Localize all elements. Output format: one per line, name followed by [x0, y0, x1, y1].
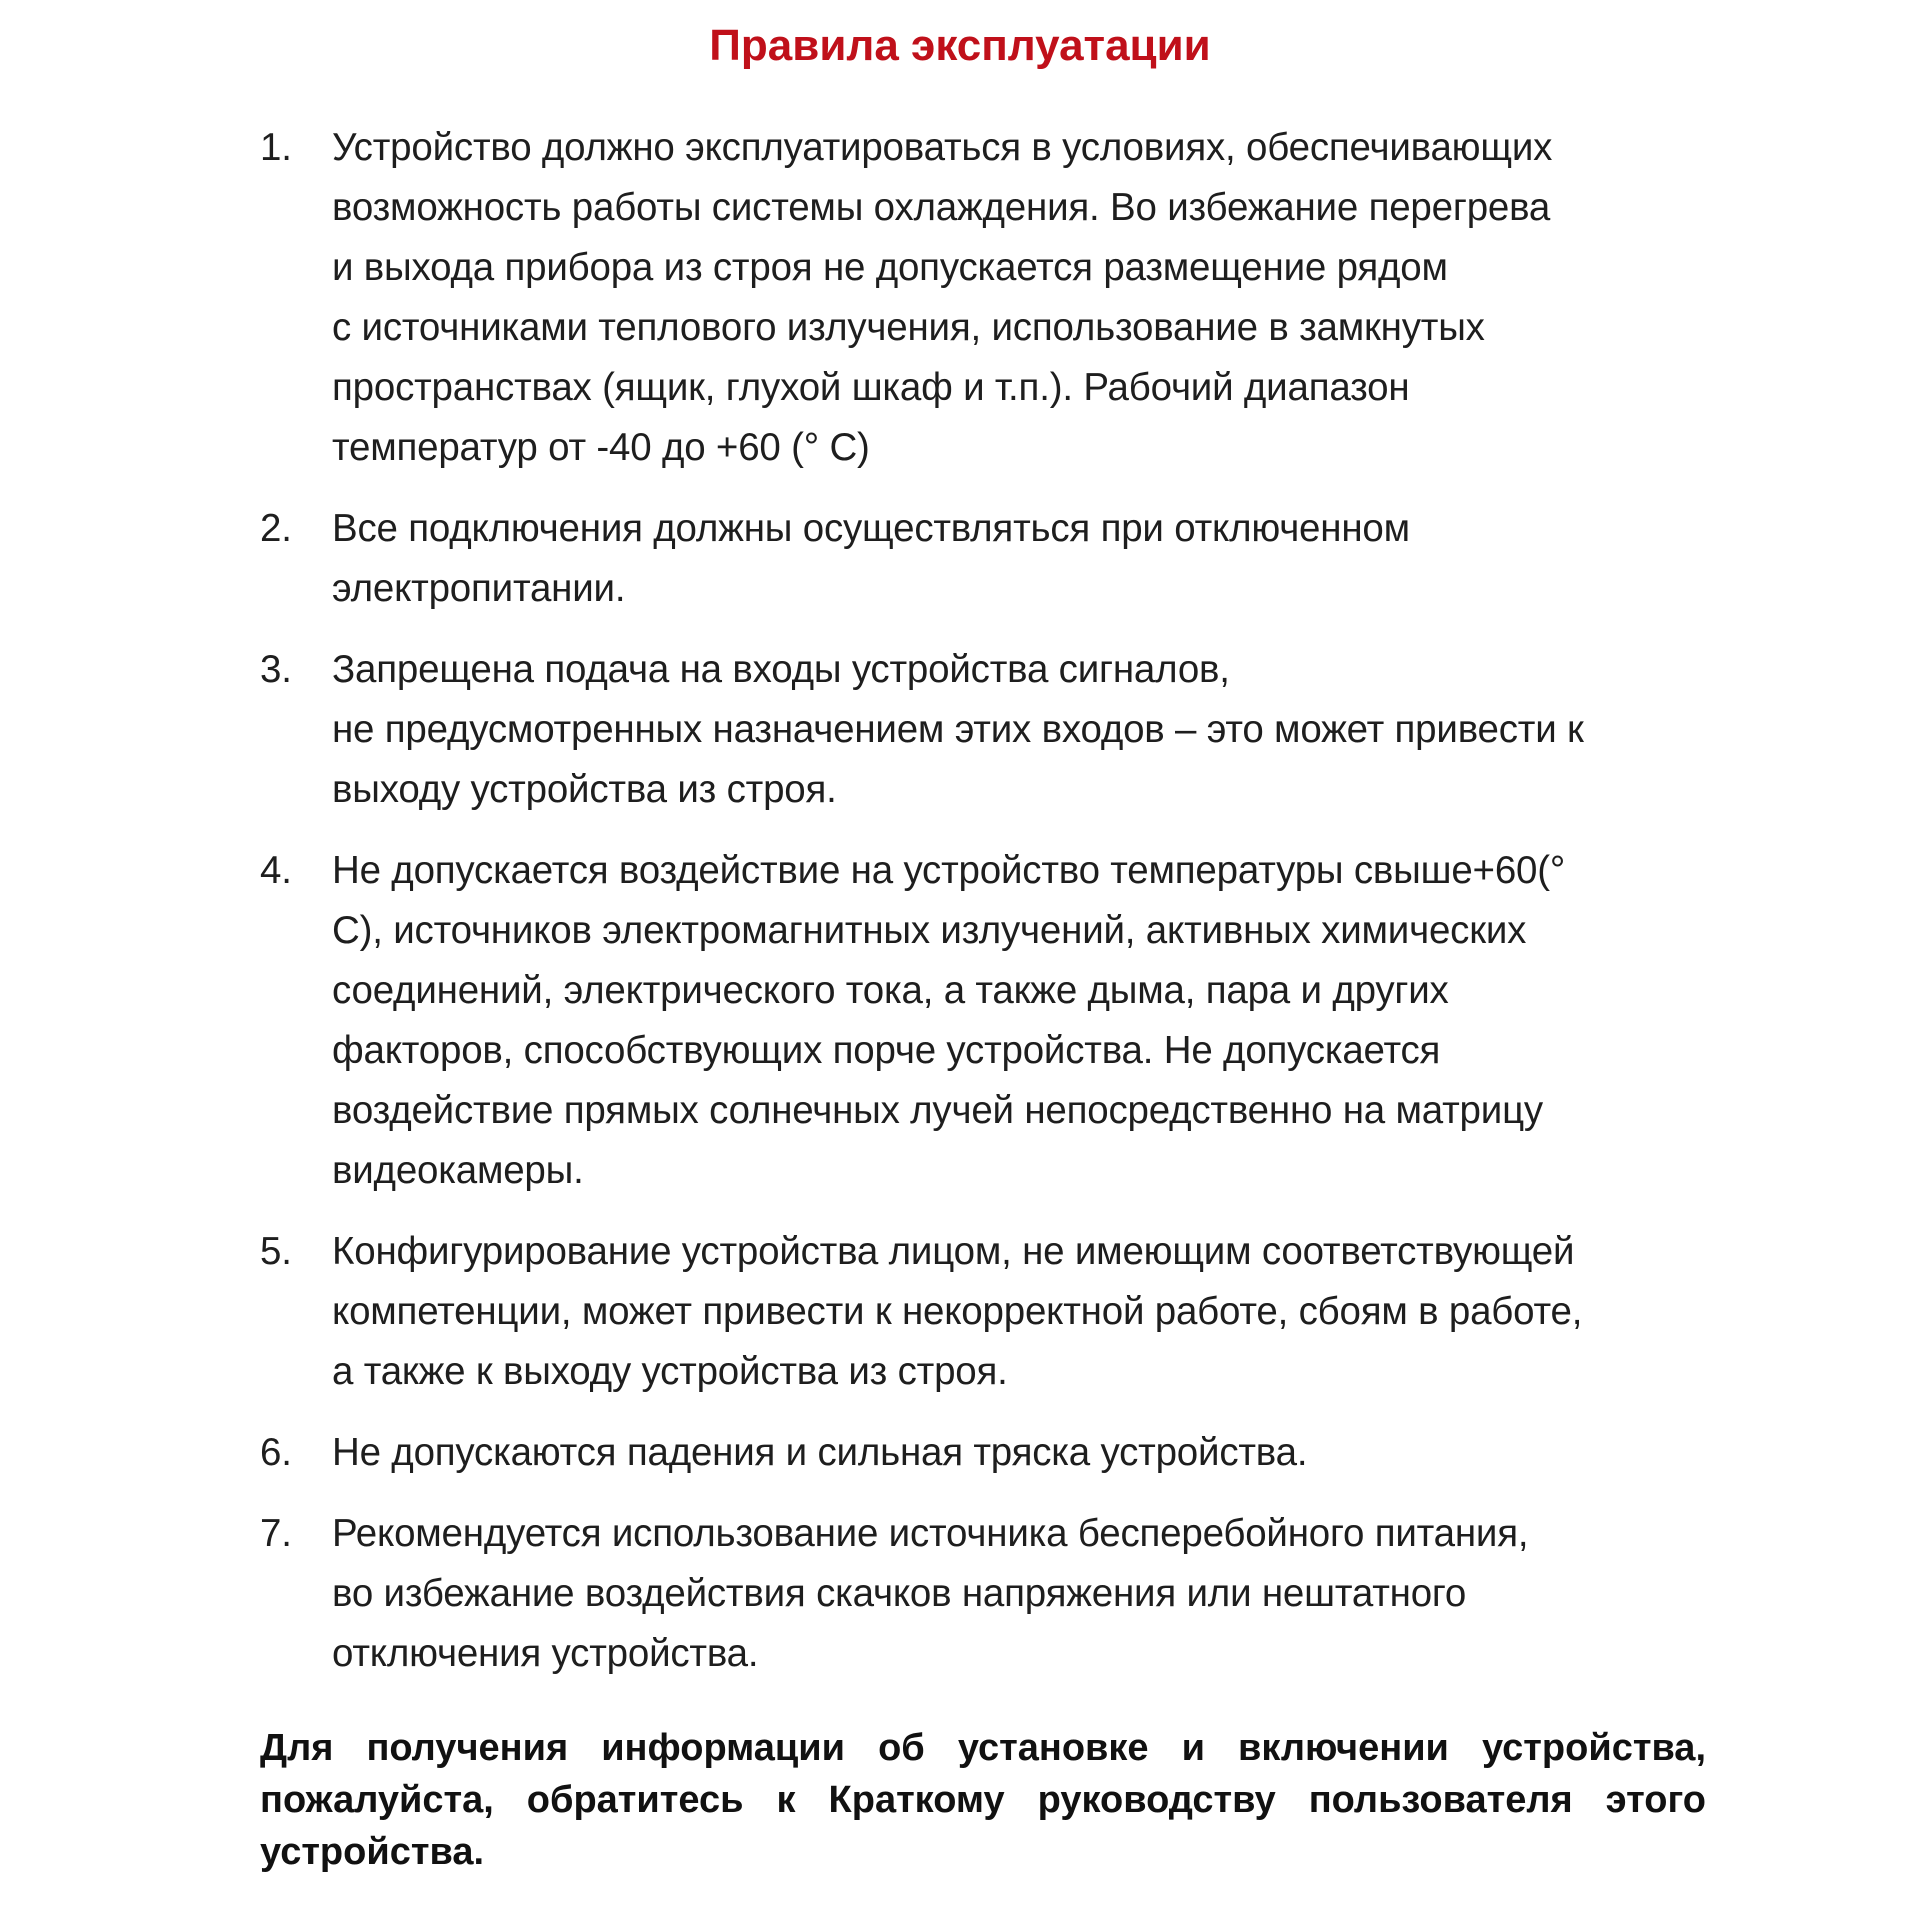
rule-item	[260, 1423, 1720, 1483]
rule-text-line: Не допускается воздействие на устройство температуры свыше+60(°	[332, 849, 1566, 892]
rule-number: 6.	[260, 1431, 292, 1474]
rule-text-line: отключения устройства.	[332, 1632, 759, 1675]
rule-number: 2.	[260, 507, 292, 550]
page-title: Правила эксплуатации	[709, 21, 1211, 70]
rule-item	[260, 118, 1720, 478]
rule-text-line: электропитании.	[332, 567, 626, 610]
rule-text-line: Все подключения должны осуществляться при отключенном	[332, 507, 1410, 550]
rules-list	[260, 118, 1720, 1705]
rule-text-line: Не допускаются падения и сильная тряска устройства.	[332, 1431, 1308, 1474]
rule-text-line: Рекомендуется использование источника бесперебойного питания,	[332, 1512, 1529, 1555]
rule-number: 5.	[260, 1230, 292, 1273]
rule-text-line: и выхода прибора из строя не допускается размещение рядом	[332, 246, 1448, 289]
rule-text-line: Конфигурирование устройства лицом, не имеющим соответствующей	[332, 1230, 1575, 1273]
rule-item	[260, 499, 1720, 619]
rule-text-line: соединений, электрического тока, а также дыма, пара и других	[332, 969, 1449, 1012]
rule-text-line: воздействие прямых солнечных лучей непосредственно на матрицу	[332, 1089, 1543, 1132]
rule-text-line: а также к выходу устройства из строя.	[332, 1350, 1008, 1393]
rule-item	[260, 640, 1720, 820]
rule-text-line: возможность работы системы охлаждения. Во избежание перегрева	[332, 186, 1551, 229]
rule-number: 7.	[260, 1512, 292, 1555]
rule-number: 4.	[260, 849, 292, 892]
closing-note: Для получения информации об установке и включении устройства, пожалуйста, обратитесь к Краткому руководству пользователя этого устройства.	[260, 1727, 1706, 1873]
rule-text-line: выходу устройства из строя.	[332, 768, 837, 811]
rule-text-line: С), источников электромагнитных излучений, активных химических	[332, 909, 1527, 952]
rule-text-line: Запрещена подача на входы устройства сигналов,	[332, 648, 1230, 691]
rule-text-line: во избежание воздействия скачков напряжения или нештатного	[332, 1572, 1467, 1615]
rule-text-line: с источниками теплового излучения, использование в замкнутых	[332, 306, 1485, 349]
rule-number: 1.	[260, 126, 292, 169]
rule-item	[260, 1504, 1720, 1684]
rule-text-line: температур от -40 до +60 (° С)	[332, 426, 870, 469]
rule-text-line: Устройство должно эксплуатироваться в условиях, обеспечивающих	[332, 126, 1553, 169]
rule-item	[260, 1222, 1720, 1402]
rule-text-line: пространствах (ящик, глухой шкаф и т.п.). Рабочий диапазон	[332, 366, 1410, 409]
rule-text-line: не предусмотренных назначением этих входов – это может привести к	[332, 708, 1584, 751]
rule-text-line: видеокамеры.	[332, 1149, 584, 1192]
rule-item	[260, 841, 1720, 1201]
rule-text-line: факторов, способствующих порче устройства. Не допускается	[332, 1029, 1441, 1072]
rule-text-line: компетенции, может привести к некорректной работе, сбоям в работе,	[332, 1290, 1583, 1333]
rule-number: 3.	[260, 648, 292, 691]
